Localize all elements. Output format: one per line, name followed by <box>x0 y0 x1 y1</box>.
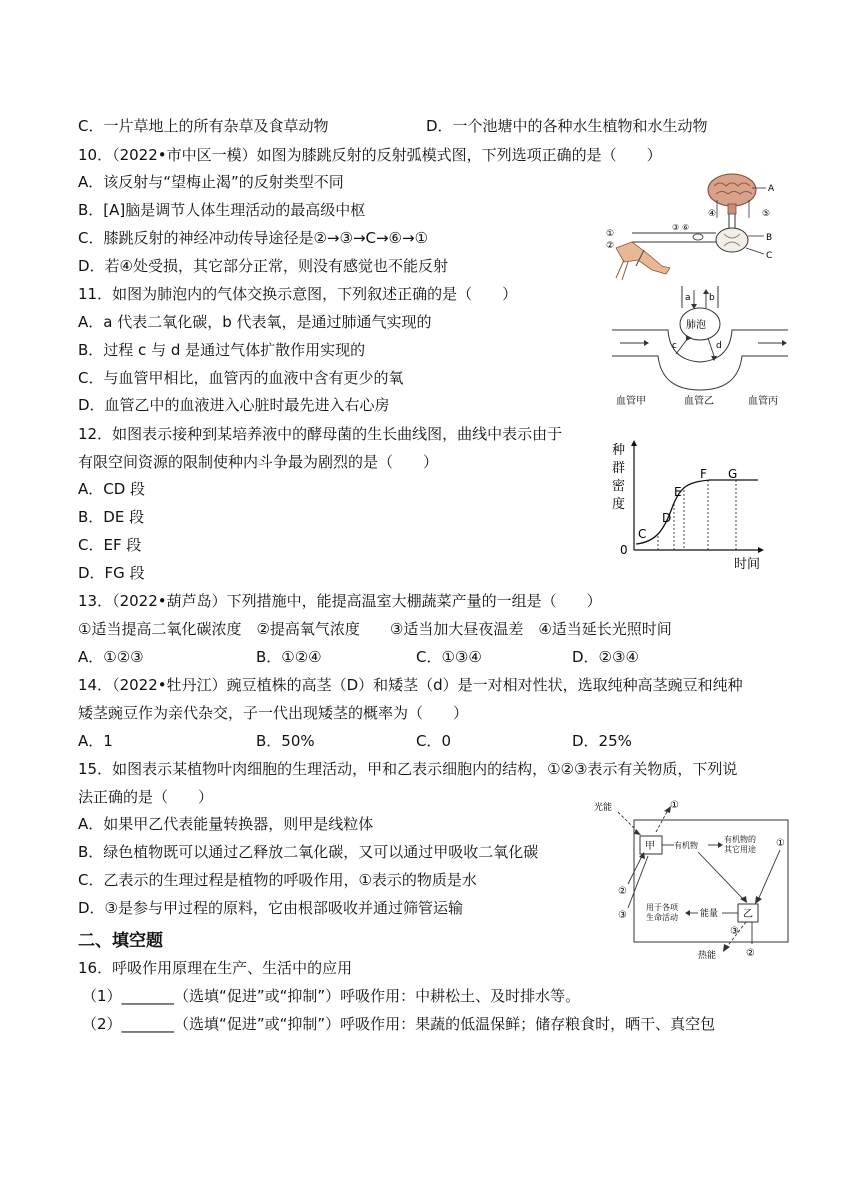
q12-stem-line2: 有限空间资源的限制使种内斗争最为剧烈的是（ ） <box>78 453 439 471</box>
q10-option-a: A．该反射与“望梅止渴”的反射类型不同 <box>78 173 344 191</box>
for-life-1: 用于各项 <box>646 903 678 912</box>
q14-option-a: A．1 <box>78 732 113 750</box>
q11-stem: 11．如图为肺泡内的气体交换示意图，下列叙述正确的是（ ） <box>78 285 518 303</box>
yi-label: 乙 <box>743 909 753 920</box>
q13-option-d: D．②③④ <box>572 648 639 666</box>
growth-curve <box>636 480 758 544</box>
leaf-cell-figure <box>594 798 794 960</box>
label-1-right: ① <box>776 838 785 849</box>
reflex-arc-figure <box>602 170 788 284</box>
energy-label: 能量 <box>700 909 719 919</box>
label-3-bottom: ③ <box>730 926 739 937</box>
label-6: ⑥ <box>682 223 690 232</box>
heat-label: 热能 <box>698 951 717 960</box>
vessel-c-label: 血管丙 <box>748 396 778 407</box>
section-title: 二、填空题 <box>78 931 163 951</box>
spinal-cord-shape <box>716 228 748 252</box>
label-2-left: ② <box>618 886 627 897</box>
y-label-2: 群 <box>612 461 626 476</box>
q10-option-c: C．膝跳反射的神经冲动传导途径是②→③→C→⑥→① <box>78 229 429 247</box>
q15-stem-line1: 15．如图表示某植物叶肉细胞的生理活动，甲和乙表示细胞内的结构，①②③表示有关物质，下列说 <box>78 760 738 778</box>
point-e: E <box>674 485 682 499</box>
q10-stem: 10．（2022•市中区一模）如图为膝跳反射的反射弧模式图，下列选项正确的是（ ） <box>78 146 662 164</box>
other-use-2: 其它用途 <box>724 845 756 854</box>
q12-option-d: D．FG 段 <box>78 564 145 582</box>
q14-stem-line2: 矮茎豌豆作为亲代杂交，子一代出现矮茎的概率为（ ） <box>78 704 469 722</box>
q12-option-c: C．EF 段 <box>78 536 142 554</box>
q11-option-c: C．与血管甲相比，血管丙的血液中含有更少的氧 <box>78 369 404 387</box>
q12-option-b: B．DE 段 <box>78 508 145 526</box>
label-c: c <box>672 341 677 351</box>
jia-label: 甲 <box>645 841 655 852</box>
q16-stem: 16．呼吸作用原理在生产、生活中的应用 <box>78 959 353 977</box>
q15-option-d: D．③是参与甲过程的原料，它由根部吸收并通过筛管运输 <box>78 899 464 917</box>
leg-shape <box>616 242 670 274</box>
label-a: A <box>768 184 775 194</box>
q12-stem-line1: 12．如图表示接种到某培养液中的酵母菌的生长曲线图，曲线中表示由于 <box>78 425 563 443</box>
q12-option-a: A．CD 段 <box>78 480 146 498</box>
point-c: C <box>638 527 647 541</box>
q9-option-c: C．一片草地上的所有杂草及食草动物 <box>78 117 329 135</box>
q13-items: ①适当提高二氧化碳浓度 ②提高氧气浓度 ③适当加大昼夜温差 ④适当延长光照时间 <box>78 620 672 638</box>
y-label-1: 种 <box>612 443 626 458</box>
organic-label: 有机物 <box>674 841 698 850</box>
q13-option-b: B．①②④ <box>256 648 322 666</box>
other-use-1: 有机物的 <box>724 835 756 844</box>
point-d: D <box>662 511 672 525</box>
alveolus-label: 肺泡 <box>686 320 706 331</box>
q14-option-c: C．0 <box>416 732 452 750</box>
q11-option-a: A．a 代表二氧化碳，b 代表氧，是通过肺通气实现的 <box>78 313 432 331</box>
growth-curve-figure <box>610 438 772 574</box>
q14-option-b: B．50% <box>256 732 315 750</box>
vessel-b-label: 血管乙 <box>684 396 714 407</box>
q16-line-2: （2）_______（选填“促进”或“抑制”）呼吸作用：果蔬的低温保鲜；储存粮食时，晒干、真空包 <box>82 1015 716 1033</box>
q16-line-1: （1）_______（选填“促进”或“抑制”）呼吸作用：中耕松土、及时排水等。 <box>82 987 581 1005</box>
label-c: C <box>766 251 773 261</box>
y-label-3: 密 <box>612 479 626 494</box>
point-g: G <box>728 467 738 481</box>
label-1: ① <box>606 229 615 239</box>
q15-option-b: B．绿色植物既可以通过乙释放二氧化碳，又可以通过甲吸收二氧化碳 <box>78 843 539 861</box>
q14-stem-line1: 14．（2022•牡丹江）豌豆植株的高茎（D）和矮茎（d）是一对相对性状，选取纯种高茎豌豆和纯种 <box>78 676 743 694</box>
point-f: F <box>700 467 707 481</box>
q13-option-a: A．①②③ <box>78 648 144 666</box>
origin-label: 0 <box>620 543 628 557</box>
label-3-left: ③ <box>618 910 627 921</box>
q15-option-a: A．如果甲乙代表能量转换器，则甲是线粒体 <box>78 815 374 833</box>
label-4: ④ <box>708 209 717 219</box>
label-2: ② <box>606 241 615 251</box>
q10-option-b: B．[A]脑是调节人体生理活动的最高级中枢 <box>78 201 366 219</box>
label-1-top: ① <box>670 800 679 811</box>
q13-stem: 13．（2022•葫芦岛）下列措施中，能提高温室大棚蔬菜产量的一组是（ ） <box>78 592 602 610</box>
label-d: d <box>716 341 722 351</box>
label-b: B <box>766 233 773 243</box>
q9-option-d: D．一个池塘中的各种水生植物和水生动物 <box>426 117 708 135</box>
q13-option-c: C．①③④ <box>416 648 482 666</box>
alveolus-figure <box>608 286 792 410</box>
q11-option-b: B．过程 c 与 d 是通过气体扩散作用实现的 <box>78 341 366 359</box>
label-2-bottom: ② <box>746 948 755 959</box>
q15-stem-line2: 法正确的是（ ） <box>78 788 214 806</box>
x-axis-label: 时间 <box>734 557 761 572</box>
label-b: b <box>709 293 715 303</box>
q10-option-d: D．若④处受损，其它部分正常，则没有感觉也不能反射 <box>78 257 449 275</box>
q15-option-c: C．乙表示的生理过程是植物的呼吸作用，①表示的物质是水 <box>78 871 477 889</box>
for-life-2: 生命活动 <box>646 913 678 922</box>
q11-option-d: D．血管乙中的血液进入心脏时最先进入右心房 <box>78 396 390 414</box>
label-a: a <box>685 293 691 303</box>
label-3: ③ <box>672 223 680 232</box>
y-label-4: 度 <box>612 497 626 512</box>
label-5: ⑤ <box>762 209 771 219</box>
vessel-a-label: 血管甲 <box>616 396 646 407</box>
light-label: 光能 <box>594 803 613 813</box>
q14-option-d: D．25% <box>572 732 632 750</box>
